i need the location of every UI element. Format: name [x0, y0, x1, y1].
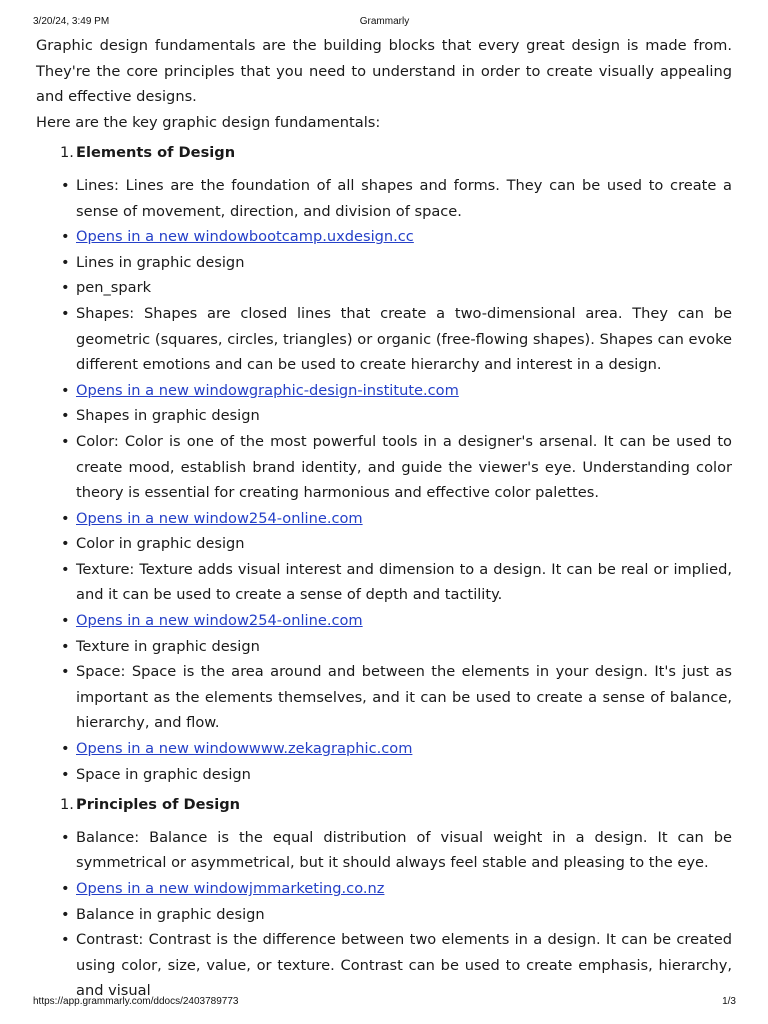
list-item: [36, 224, 732, 250]
list-item: • Space: Space is the area around and between the elements in your design. It's just as important as the elements themselves, and it can be used to create a sense of balance, hierarchy, and flow.: [36, 659, 732, 736]
bullet-list: [36, 173, 732, 787]
list-item: [36, 378, 732, 404]
print-header: [33, 16, 736, 30]
list-item: • Lines in graphic design: [36, 250, 732, 276]
list-item: • Contrast: Contrast is the difference between two elements in a design. It can be created using color, size, value, or texture. Contrast can be used to create emphasis, hierarchy, and visual: [36, 927, 732, 1004]
list-item: • Space in graphic design: [36, 762, 732, 788]
document-body: [36, 33, 732, 1004]
print-footer: [33, 996, 736, 1010]
list-item: • Lines: Lines are the foundation of all shapes and forms. They can be used to create a sense of movement, direction, and division of space.: [36, 173, 732, 224]
print-url: https://app.grammarly.com/ddocs/2403789773: [33, 996, 239, 1007]
list-item: • Balance: Balance is the equal distribution of visual weight in a design. It can be symmetrical or asymmetrical, but it should always feel stable and pleasing to the eye.: [36, 825, 732, 876]
section-heading: [36, 140, 732, 166]
section-elements-of-design: [36, 140, 732, 787]
lead-paragraph: Here are the key graphic design fundamentals:: [36, 113, 381, 131]
source-link[interactable]: Opens in a new window254-online.com: [76, 509, 363, 527]
section-number: 1.: [60, 796, 74, 814]
list-item: [36, 876, 732, 902]
list-item: • Texture in graphic design: [36, 634, 732, 660]
section-number: 1.: [60, 144, 74, 162]
list-item: • Shapes: Shapes are closed lines that create a two-dimensional area. They can be geometric (squares, circles, triangles) or organic (free-flowing shapes). Shapes can evoke different emotions and can be used to create hierarchy and interest in a design.: [36, 301, 732, 378]
list-item: • pen_spark: [36, 275, 732, 301]
list-item: • Balance in graphic design: [36, 902, 732, 928]
bullet-list: [36, 825, 732, 1004]
print-title: Grammarly: [359, 16, 410, 27]
source-link[interactable]: Opens in a new windowgraphic-design-institute.com: [76, 381, 459, 399]
print-date: 3/20/24, 3:49 PM: [33, 16, 110, 27]
list-item: • Color: Color is one of the most powerful tools in a designer's arsenal. It can be used to create mood, establish brand identity, and guide the viewer's eye. Understanding color theory is essential for creating harmonious and effective color palettes.: [36, 429, 732, 506]
list-item: • Shapes in graphic design: [36, 403, 732, 429]
list-item: • Texture: Texture adds visual interest and dimension to a design. It can be real or implied, and it can be used to create a sense of depth and tactility.: [36, 557, 732, 608]
intro-paragraph: Graphic design fundamentals are the building blocks that every great design is made from. They're the core principles that you need to understand in order to create visually appealing and effective designs.: [36, 37, 732, 106]
section-principles-of-design: [36, 792, 732, 1004]
section-title: Principles of Design: [76, 796, 241, 814]
source-link[interactable]: Opens in a new windowjmmarketing.co.nz: [76, 880, 385, 897]
list-item: [36, 608, 732, 634]
source-link[interactable]: Opens in a new window254-online.com: [76, 612, 363, 630]
list-item: • Color in graphic design: [36, 531, 732, 557]
source-link[interactable]: Opens in a new windowwww.zekagraphic.com: [76, 740, 413, 758]
list-item: [36, 736, 732, 762]
section-title: Elements of Design: [76, 144, 236, 162]
page-number: 1/3: [722, 996, 736, 1007]
list-item: [36, 506, 732, 532]
source-link[interactable]: Opens in a new windowbootcamp.uxdesign.cc: [76, 228, 414, 246]
section-heading: [36, 792, 732, 818]
